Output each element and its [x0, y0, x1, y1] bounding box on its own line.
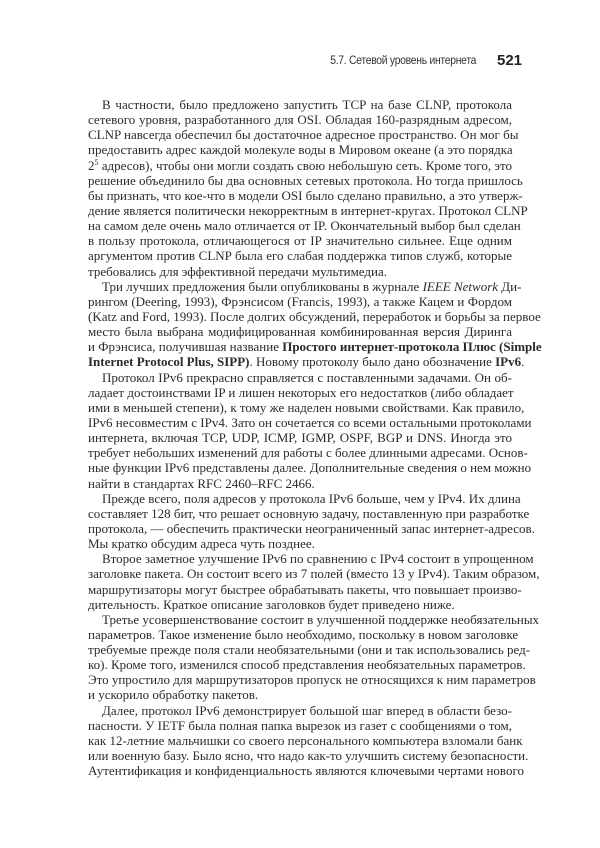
- text-segment: бы признать, что кое-что в модели OSI было сделано правильно, а это утверж-: [88, 187, 523, 203]
- text-segment: параметров. Такое изменение было необходимо, поскольку в новом заголовке: [88, 626, 519, 642]
- text-segment: Протокол IPv6 прекрасно справляется с поставленными задачами. Он об-: [102, 369, 512, 385]
- running-header: [0, 52, 600, 72]
- bold-text: Простого интернет-протокола Плюс (Simple: [282, 339, 542, 355]
- text-segment: требует небольших изменений для работы с более длинными адресами. Основ-: [88, 445, 528, 461]
- text-line: [88, 536, 512, 551]
- text-line: [88, 324, 512, 339]
- text-segment: Мы кратко обсудим адреса чуть позднее.: [88, 536, 315, 552]
- text-line: [88, 127, 519, 143]
- text-segment: дительность. Краткое описание заголовков будет приведено ниже.: [88, 596, 455, 612]
- text-line: [88, 339, 542, 355]
- text-line: [88, 490, 521, 506]
- text-segment: заголовке пакета. Он состоит всего из 7 полей (вместо 13 у IPv4). Таким образом,: [88, 566, 540, 582]
- paragraph: [88, 702, 529, 779]
- text-line: [88, 611, 540, 627]
- text-line: [88, 233, 512, 248]
- text-segment: Третье усовершенствование состоит в улучшенной поддержке необязательных: [102, 611, 540, 627]
- text-segment: в пользу протокола, отличающегося от IP значительно сильнее. Еще одним: [88, 233, 512, 249]
- text-segment: протокола, — обеспечить практически неограниченный запас интернет-адресов.: [88, 520, 535, 536]
- text-segment: интернета, включая TCP, UDP, ICMP, IGMP, OSPF, BGP и DNS. Иногда это: [88, 430, 512, 446]
- text-segment: пасности. У IETF была полная папка вырезок из газет с сообщениями о том,: [88, 717, 512, 733]
- text-segment: Второе заметное улучшение IPv6 по сравнению с IPv4 состоит в упрощенном: [102, 551, 534, 567]
- paragraph: [88, 611, 540, 703]
- text-line: [88, 718, 512, 733]
- text-line: [88, 642, 531, 658]
- text-segment: место была выбрана модифицированная комбинированная версия Диринга: [88, 324, 512, 340]
- text-line: [88, 278, 522, 294]
- text-segment: или военную базу. Было ясно, что надо как-то улучшить систему безопасности.: [88, 748, 529, 764]
- text-segment: Три лучших предложения были опубликованы в журнале: [102, 278, 423, 294]
- text-line: [88, 399, 525, 415]
- text-segment: адресов), чтобы они могли создать свою небольшую сеть. Кроме того, это: [98, 157, 512, 173]
- text-segment: составляет 128 бит, что решает основную задачу, поставленную при разработке: [88, 505, 530, 521]
- text-line: [88, 566, 540, 582]
- text-segment: Далее, протокол IPv6 демонстрирует большой шаг вперед в области безо-: [102, 702, 512, 718]
- text-line: [88, 687, 512, 702]
- text-line: [88, 158, 512, 173]
- text-line: [88, 142, 512, 157]
- text-line: [88, 763, 524, 779]
- text-line: [88, 112, 512, 127]
- text-segment: как 12-летние мальчишки со своего персонального компьютера взломали банк: [88, 732, 523, 748]
- text-line: [88, 476, 512, 491]
- text-segment: сетевого уровня, разработанного для OSI. Обладая 160-разрядным адресом,: [88, 112, 512, 128]
- text-line: [88, 445, 528, 461]
- text-line: [88, 248, 512, 263]
- text-segment: и Фрэнсиса, получившая название: [88, 339, 283, 355]
- text-segment: предоставить адрес каждой молекуле воды в Мировом океане (а это порядка: [88, 142, 513, 158]
- text-line: [88, 657, 526, 673]
- text-line: [88, 703, 512, 718]
- text-segment: . Новому протоколу было дано обозначение: [249, 354, 496, 370]
- text-segment: Аутентификация и конфиденциальность являются ключевыми чертами нового: [88, 763, 524, 779]
- text-line: [88, 732, 523, 748]
- text-line: [88, 385, 512, 400]
- text-line: [88, 460, 532, 476]
- text-segment: решение объединило бы два основных сетевых протокола. Но тогда пришлось: [88, 172, 523, 188]
- text-line: [88, 172, 523, 188]
- text-segment: Это упростило для маршрутизаторов пропуск не относящихся к ним параметров: [88, 672, 536, 688]
- text-line: [88, 672, 536, 688]
- text-segment: аргументом против CLNP была его слабая поддержка типов служб, которые: [88, 248, 512, 264]
- text-segment: Прежде всего, поля адресов у протокола IPv6 больше, чем у IPv4. Их длина: [102, 490, 521, 506]
- text-line: [88, 430, 512, 445]
- text-line: [88, 370, 512, 385]
- section-title: 5.7. Сетевой уровень интернета: [330, 55, 476, 67]
- text-line: [88, 626, 519, 642]
- text-segment: ко). Кроме того, изменился способ представления необязательных параметров.: [88, 657, 526, 673]
- text-line: [88, 218, 521, 234]
- text-segment: требуемые прежде поля стали необязательными (они и так использовались ред-: [88, 642, 531, 658]
- text-segment: ладает достоинствами IP и лишен некоторых его недостатков (либо обладает: [88, 384, 514, 400]
- text-segment: требовались для эффективной передачи мультимедиа.: [88, 263, 387, 279]
- text-line: [88, 264, 512, 279]
- paragraph: [88, 490, 535, 552]
- paragraph: [88, 551, 540, 612]
- text-segment: .: [521, 354, 525, 370]
- text-segment: ные функции IPv6 представлены далее. Дополнительные сведения о нем можно: [88, 460, 532, 476]
- text-segment: Ди-: [498, 278, 522, 294]
- text-line: [88, 308, 541, 324]
- text-line: [88, 505, 530, 521]
- text-line: [88, 551, 534, 567]
- text-segment: IPv6 несовместим с IPv4. Зато он сочетается со всеми остальными протоколами: [88, 414, 532, 430]
- text-line: [88, 97, 512, 112]
- text-segment: ими в меньшей степени), к тому же наделен новыми свойствами. Как правило,: [88, 399, 525, 415]
- paragraph: [88, 369, 532, 491]
- text-segment: рингом (Deering, 1993), Фрэнсисом (Francis, 1993), а также Кацем и Фордом: [88, 293, 512, 309]
- bold-text: Internet Protocol Plus, SIPP): [88, 354, 250, 370]
- text-segment: (Katz and Ford, 1993). После долгих обсуждений, переработок и борьбы за первое: [88, 308, 541, 324]
- text-line: [88, 414, 532, 430]
- text-line: [88, 748, 529, 764]
- text-segment: В частности, было предложено запустить TCP на базе CLNP, протокола: [102, 97, 512, 112]
- body-text: [88, 97, 542, 779]
- text-line: [88, 202, 528, 218]
- text-segment: на самом деле очень мало отличается от IP. Окончательный выбор был сделан: [88, 218, 521, 234]
- text-segment: CLNP навсегда обеспечил бы достаточное адресное пространство. Он мог бы: [88, 127, 519, 143]
- text-line: [88, 294, 512, 309]
- text-line: [88, 354, 525, 370]
- text-line: [88, 187, 523, 203]
- text-line: [88, 581, 522, 597]
- bold-text: IPv6: [495, 354, 522, 370]
- italic-text: IEEE Network: [422, 278, 499, 294]
- text-segment: 2: [88, 157, 95, 173]
- text-line: [88, 520, 535, 536]
- paragraph: [88, 97, 528, 279]
- text-segment: и ускорило обработку пакетов.: [88, 687, 259, 703]
- text-segment: маршрутизаторы могут быстрее обрабатывать пакеты, что повышает произво-: [88, 581, 522, 597]
- superscript: 5: [94, 157, 99, 167]
- text-line: [88, 597, 512, 612]
- page-number: 521: [497, 52, 523, 69]
- paragraph: [88, 278, 542, 370]
- text-segment: дение является политически некорректным в интернет-кругах. Протокол CLNP: [88, 202, 528, 218]
- text-segment: найти в стандартах RFC 2460–RFC 2466.: [88, 475, 315, 491]
